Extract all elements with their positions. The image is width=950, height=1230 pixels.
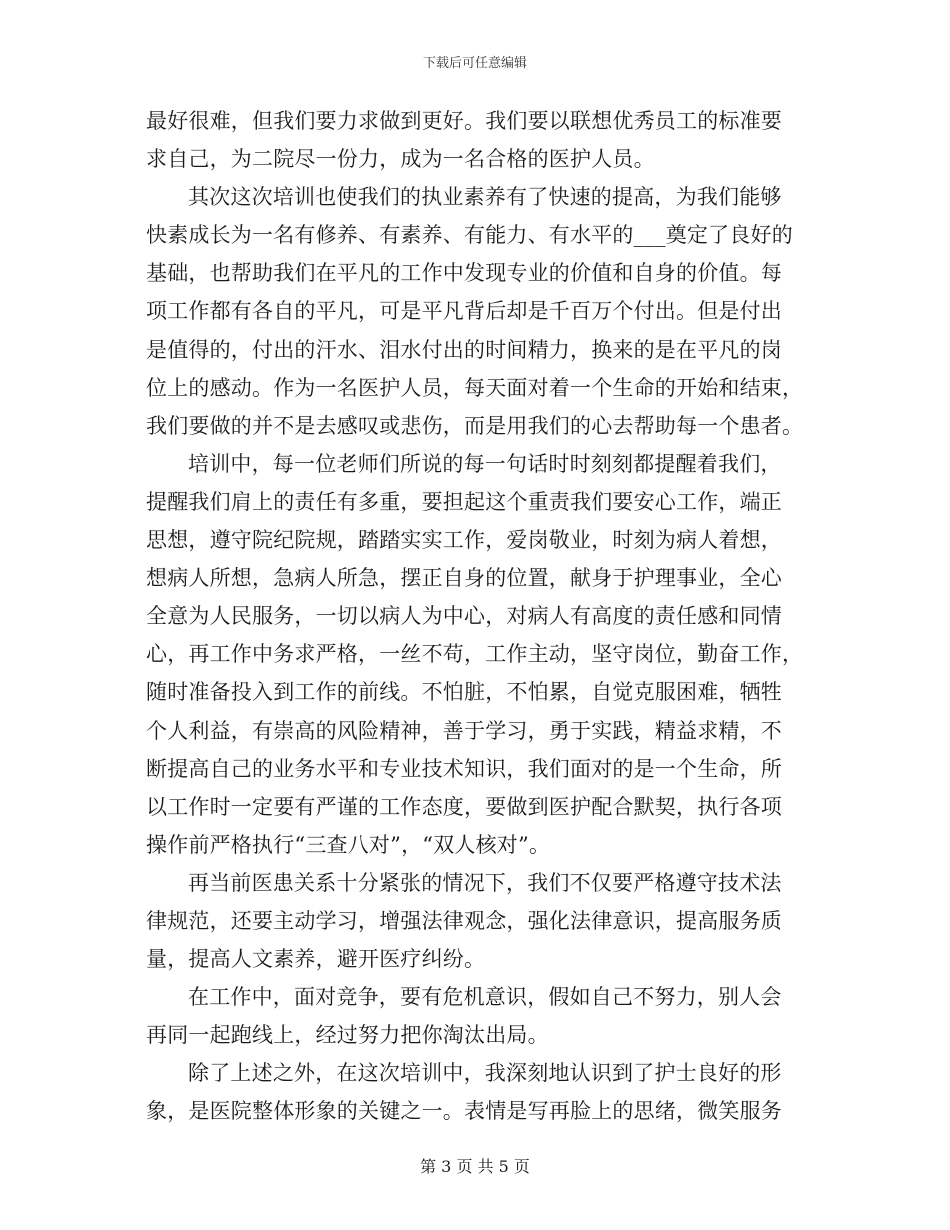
paragraph-start-line: 其次这次培训也使我们的执业素养有了快速的提高，为我们能够 <box>188 185 782 210</box>
text-line: 位上的感动。作为一名医护人员，每天面对着一个生命的开始和结束， <box>146 375 804 400</box>
paragraph-start-line: 除了上述之外，在这次培训中，我深刻地认识到了护士良好的形 <box>188 1061 782 1086</box>
text-line: 律规范，还要主动学习，增强法律观念，强化法律意识，提高服务质 <box>146 908 782 933</box>
text-line: 随时准备投入到工作的前线。不怕脏，不怕累，自觉克服困难，牺牲 <box>146 680 782 705</box>
text-line: 思想，遵守院纪院规，踏踏实实工作，爱岗敬业，时刻为病人着想， <box>146 528 782 553</box>
page-number: 第 3 页 共 5 页 <box>420 1157 530 1176</box>
text-line: 最好很难，但我们要力求做到更好。我们要以联想优秀员工的标准要 <box>146 109 782 133</box>
text-line: 想病人所想，急病人所急，摆正自身的位置，献身于护理事业，全心 <box>146 566 782 591</box>
text-line: 以工作时一定要有严谨的工作态度，要做到医护配合默契，执行各项 <box>146 794 782 819</box>
text-line: 基础，也帮助我们在平凡的工作中发现专业的价值和自身的价值。每 <box>146 261 782 286</box>
text-line: 我们要做的并不是去感叹或悲伤，而是用我们的心去帮助每一个患者。 <box>146 413 804 438</box>
text-line: 求自己，为二院尽一份力，成为一名合格的医护人员。 <box>146 147 655 172</box>
text-line: 心，再工作中务求严格，一丝不苟，工作主动，坚守岗位，勤奋工作， <box>146 642 804 667</box>
text-line: 再同一起跑线上，经过努力把你淘汰出局。 <box>146 1023 549 1048</box>
text-line: 操作前严格执行“三查八对”，“双人核对”。 <box>146 832 551 857</box>
paragraph-start-line: 再当前医患关系十分紧张的情况下，我们不仅要严格遵守技术法 <box>188 870 782 895</box>
text-line: 全意为人民服务，一切以病人为中心，对病人有高度的责任感和同情 <box>146 604 782 629</box>
document-body <box>146 102 810 1131</box>
text-line: 是值得的，付出的汗水、泪水付出的时间精力，换来的是在平凡的岗 <box>146 337 782 362</box>
paragraph-start-line: 培训中，每一位老师们所说的每一句话时时刻刻都提醒着我们， <box>188 451 782 476</box>
text-line: 提醒我们肩上的责任有多重，要担起这个重责我们要安心工作，端正 <box>146 489 782 514</box>
paragraph-start-line: 在工作中，面对竞争，要有危机意识，假如自己不努力，别人会 <box>188 985 782 1010</box>
text-line: 个人利益，有崇高的风险精神，善于学习，勇于实践，精益求精，不 <box>146 718 782 743</box>
text-line: 量，提高人文素养，避开医疗纠纷。 <box>146 947 486 972</box>
page-header: 下载后可任意编辑 <box>422 56 527 71</box>
text-line: 快素成长为一名有修养、有素养、有能力、有水平的___奠定了良好的 <box>146 223 793 248</box>
text-line: 断提高自己的业务水平和专业技术知识，我们面对的是一个生命，所 <box>146 756 782 781</box>
text-line: 象，是医院整体形象的关键之一。表情是写再脸上的思绪，微笑服务 <box>146 1099 782 1124</box>
text-line: 项工作都有各自的平凡，可是平凡背后却是千百万个付出。但是付出 <box>146 299 782 324</box>
